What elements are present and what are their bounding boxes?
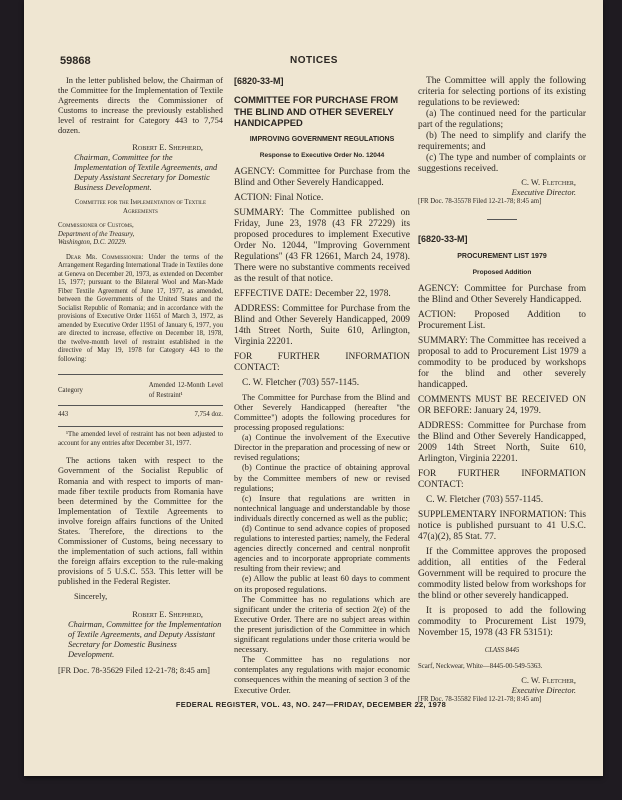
signer-name: Robert E. Shepherd, [132, 142, 203, 152]
body-paragraph: (d) Continue to send advance copies of proposed regulations to interested parties; namely, the Federal agencies directly concerned and central nonprofit agencies and to incorporate appropriate comments resulting from their review; and [234, 524, 410, 574]
filing-note: [FR Doc. 78-35582 Filed 12-21-78; 8:45 am] [418, 696, 542, 704]
contact-label: FOR FURTHER INFORMATION CONTACT: [418, 468, 586, 490]
summary-paragraph: SUMMARY: The Committee has received a proposal to add to Procurement List 1979 a commodity to be produced by workshops for the blind and other severely handicapped. [418, 335, 586, 390]
body-paragraph: (c) The type and number of complaints or suggestions received. [418, 153, 586, 174]
address-line: Commissioner of Customs, [58, 222, 134, 230]
address-block [58, 222, 223, 248]
effective-date: EFFECTIVE DATE: December 22, 1978. [234, 288, 391, 299]
filing-note: [FR Doc. 78-35578 Filed 12-21-78; 8:45 am] [418, 198, 542, 206]
address-line: Department of the Treasury, [58, 230, 135, 238]
action-paragraph: ACTION: Proposed Addition to Procurement List. [418, 309, 586, 331]
summary-paragraph: SUMMARY: The Committee published on Friday, June 23, 1978 (43 FR 27229) its proposed procedures to implement Executive Order No. 12044, "Improving Government Regulations" (43 FR 12661, March 24, 1978). There were no substantive comments received as the result of that notice. [234, 207, 410, 284]
agency-title: COMMITTEE FOR PURCHASE FROM THE BLIND AND OTHER SEVERELY HANDICAPPED [234, 94, 399, 129]
signer-name: C. W. Fletcher, [521, 178, 576, 187]
signature-block [58, 143, 223, 193]
signer-name: Robert E. Shepherd, [132, 609, 203, 619]
table-row [58, 406, 223, 427]
signer-title: Chairman, Committee for the Implementation of Textile Agreements, and Deputy Assistant Secretary for Domestic Business Development. [74, 152, 218, 192]
footnote: ¹The amended level of restraint has not been adjusted to account for any entries after December 31, 1977. [58, 431, 223, 447]
commodity-item: Scarf, Neckwear, White—8445-00-549-5363. [418, 663, 543, 671]
subheading: IMPROVING GOVERNMENT REGULATIONS [249, 135, 395, 143]
signer-title: Chairman, Committee for the Implementation of Textile Agreements, and Deputy Assistant Secretary for Domestic Business Development. [68, 619, 222, 659]
contact-info: C. W. Fletcher (703) 557-1145. [242, 377, 360, 388]
contact-info: C. W. Fletcher (703) 557-1145. [426, 494, 544, 505]
class-label: CLASS 8445 [484, 646, 520, 654]
subheading: Proposed Addition [472, 268, 532, 276]
table-header-level: Amended 12-Month Level of Restraint¹ [149, 375, 223, 406]
page-footer: FEDERAL REGISTER, VOL. 43, NO. 247—FRIDAY, DECEMBER 22, 1978 [175, 700, 447, 709]
restraint-table [58, 374, 223, 427]
signature-block [418, 676, 586, 696]
comments-deadline: COMMENTS MUST BE RECEIVED ON OR BEFORE: January 24, 1979. [418, 394, 586, 416]
supplementary-info: SUPPLEMENTARY INFORMATION: This notice is published pursuant to 41 U.S.C. 47(a)(2), 85 Stat. 77. [418, 509, 586, 542]
subsubheading: Response to Executive Order No. 12044 [259, 151, 385, 159]
body-paragraph: (b) The need to simplify and clarify the requirements; and [418, 131, 586, 152]
column-2 [234, 76, 410, 696]
body-paragraph: If the Committee approves the proposed addition, all entities of the Federal Government will be required to procure the commodity listed below from workshops for the blind or other severely handicapped. [418, 546, 586, 601]
body-paragraph: It is proposed to add the following commodity to Procurement List 1979, November 15, 1978 (43 FR 53151): [418, 605, 586, 638]
section-title: NOTICES [290, 55, 338, 66]
heading: PROCUREMENT LIST 1979 [457, 252, 547, 260]
body-paragraph: The Committee has no regulations nor contemplates any regulations with major economic consequences within the meaning of section 3 of the Executive Order. [234, 655, 410, 695]
committee-heading: Committee for the Implementation of Textile Agreements [74, 199, 207, 215]
table-cell-category: 443 [58, 406, 149, 427]
address-line: Washington, D.C. 20229. [58, 239, 127, 247]
page-number: 59868 [60, 55, 91, 67]
section-divider [487, 219, 517, 220]
body-paragraph: (e) Allow the public at least 60 days to comment on its proposed regulations. [234, 574, 410, 594]
signer-name: C. W. Fletcher, [521, 675, 576, 685]
signer-title: Executive Director. [511, 686, 576, 696]
body-paragraph: The Committee for Purchase from the Blind and Other Severely Handicapped (hereafter "the Committee") adopts the following procedures for processing proposed regulations: [234, 392, 410, 433]
intro-paragraph: In the letter published below, the Chairman of the Committee for the Implementation of Textile Agreements directs the Commissioner of Customs to increase the previously established level of restraint for Category 443 to 7,754 dozen. [58, 76, 223, 136]
body-paragraph: (b) Continue the practice of obtaining approval by the Committee members of new or revised regulations; [234, 463, 410, 493]
address-paragraph: ADDRESS: Committee for Purchase from the Blind and Other Severely Handicapped, 2009 14th Street North, Suite 610, Arlington, Virginia 22201. [418, 420, 586, 464]
body-paragraph: (a) The continued need for the particular part of the regulations; [418, 109, 586, 130]
address-paragraph: ADDRESS: Committee for Purchase from the Blind and Other Severely Handicapped, 2009 14th Street North, Suite 610, Arlington, Virginia 22201. [234, 303, 410, 347]
filing-note: [FR Doc. 78-35629 Filed 12-21-78; 8:45 am] [58, 666, 210, 676]
action-paragraph: ACTION: Final Notice. [234, 192, 324, 203]
sincerely: Sincerely, [74, 591, 108, 601]
column-3 [418, 76, 586, 709]
agency-paragraph: AGENCY: Committee for Purchase from the Blind and Other Severely Handicapped. [234, 166, 410, 188]
body-paragraph: (c) Insure that regulations are written in nontechnical language and understandable by those individuals directly concerned as well as the public; [234, 493, 410, 523]
letter-body [58, 254, 223, 365]
body-paragraph: The Committee will apply the following criteria for selecting portions of its existing regulations to be reviewed: [418, 76, 586, 108]
table-header-category: Category [58, 375, 149, 406]
docket-number: [6820-33-M] [234, 76, 284, 86]
docket-number: [6820-33-M] [418, 233, 468, 244]
body-paragraph: (a) Continue the involvement of the Executive Director in the preparation and processing of new or revised regulations; [234, 433, 410, 463]
column-1 [58, 76, 223, 680]
agency-paragraph: AGENCY: Committee for Purchase from the Blind and Other Severely Handicapped. [418, 283, 586, 305]
signature-block [418, 178, 586, 198]
signature-block [58, 610, 223, 660]
contact-label: FOR FURTHER INFORMATION CONTACT: [234, 351, 410, 373]
signer-title: Executive Director. [511, 188, 576, 198]
table-cell-level: 7,754 doz. [149, 406, 223, 427]
body-paragraph: The Committee has no regulations which are significant under the criteria of section 2(e) of the Executive Order. There are no subject areas within the present jurisdiction of the Committee in which significant regulations under those criteria would be necessary. [234, 594, 410, 655]
salutation: Dear Mr. Commissioner: [66, 253, 144, 261]
closing-paragraph: The actions taken with respect to the Government of the Socialist Republic of Romania and with respect to imports of man-made fiber textile products from Romania have been determined by the Committee for the Implementation of Textile Agreements to involve foreign affairs functions of the United States. Therefore, the directions to the Commissioner of Customs, being necessary to the implementation of such actions, fall within the foreign affairs exception to the rule-making provisions of 5 U.S.C. 553. This letter will be published in the Federal Register. [58, 456, 223, 587]
letter-text: Under the terms of the Arrangement Regarding International Trade in Textiles done at Geneva on December 20, 1973, as extended on December 15, 1977; pursuant to the Bilateral Wool and Man-Made Fiber Textile Agreement of June 17, 1977, as amended, between the Governments of the United States and the Socialist Republic of Romania; and in accordance with the provisions of Executive Order 11651 of March 3, 1972, as amended by Executive Order 11951 of January 6, 1977, you are directed to increase, effective on December 18, 1978, the twelve-month level of restraint established in the directive of May 19, 1978 for Category 443 to the following: [58, 253, 224, 363]
